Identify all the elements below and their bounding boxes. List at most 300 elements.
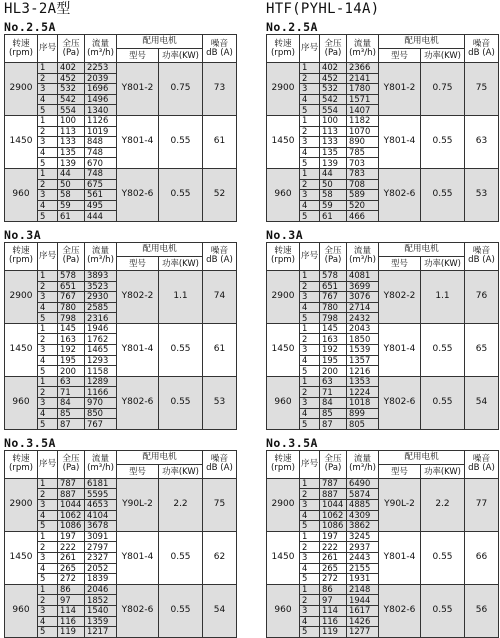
- header-speed-unit: (rpm): [270, 463, 296, 474]
- header-pressure-label: 全压: [324, 454, 342, 465]
- seq-cell: 4: [38, 200, 58, 211]
- seq-cell: 5: [300, 419, 320, 430]
- motor-model-cell: Y802-2: [379, 270, 421, 323]
- pressure-cell: 651: [58, 281, 85, 292]
- motor-power-cell: 0.55: [159, 531, 203, 584]
- header-noise-label: 噪音: [472, 38, 491, 49]
- series-title: HL3-2A型: [4, 1, 71, 17]
- table-row: [267, 584, 499, 595]
- pressure-cell: 85: [58, 408, 85, 419]
- pressure-cell: 542: [58, 94, 85, 105]
- header-row: [5, 242, 237, 256]
- header-model: 型号: [379, 464, 421, 478]
- pressure-cell: 787: [58, 478, 85, 489]
- seq-cell: 4: [300, 302, 320, 313]
- flow-cell: 1216: [347, 366, 379, 377]
- flow-cell: 703: [347, 158, 379, 169]
- table-row: [5, 376, 237, 387]
- header-flow: [347, 242, 379, 270]
- seq-cell: 3: [38, 552, 58, 563]
- motor-power-cell: 0.55: [421, 376, 465, 429]
- header-power: 功率(KW): [159, 49, 203, 63]
- seq-cell: 4: [300, 355, 320, 366]
- flow-cell: 2930: [85, 292, 117, 303]
- pressure-cell: 139: [320, 158, 347, 169]
- flow-cell: 1340: [85, 105, 117, 116]
- header-pressure: [58, 450, 85, 478]
- header-pressure-label: 全压: [324, 246, 342, 257]
- seq-cell: 4: [300, 510, 320, 521]
- seq-cell: 5: [38, 313, 58, 324]
- pressure-cell: 61: [58, 211, 85, 222]
- flow-cell: 1696: [85, 84, 117, 95]
- seq-cell: 4: [38, 94, 58, 105]
- flow-cell: 850: [85, 408, 117, 419]
- pressure-cell: 1086: [320, 521, 347, 532]
- seq-cell: 1: [300, 63, 320, 74]
- table-row: [267, 376, 499, 387]
- motor-power-cell: 1.1: [159, 270, 203, 323]
- noise-cell: 54: [465, 376, 499, 429]
- speed-cell: 960: [5, 584, 38, 637]
- noise-cell: 61: [203, 115, 237, 168]
- flow-cell: 3699: [347, 281, 379, 292]
- header-flow-unit: (m³/h): [349, 255, 376, 266]
- spec-table: [4, 242, 237, 430]
- header-pressure: [58, 242, 85, 270]
- seq-cell: 1: [300, 115, 320, 126]
- seq-cell: 5: [38, 366, 58, 377]
- pressure-cell: 452: [58, 73, 85, 84]
- flow-cell: 1224: [347, 387, 379, 398]
- seq-cell: 5: [300, 158, 320, 169]
- header-speed: [5, 242, 38, 270]
- seq-cell: 1: [300, 584, 320, 595]
- seq-cell: 2: [38, 73, 58, 84]
- flow-cell: 1426: [347, 616, 379, 627]
- seq-cell: 4: [38, 147, 58, 158]
- seq-cell: 1: [300, 168, 320, 179]
- header-flow-label: 流量: [91, 454, 110, 465]
- header-noise-unit: dB (A): [206, 463, 233, 474]
- header-flow: [347, 450, 379, 478]
- header-row: [267, 450, 499, 464]
- motor-model-cell: Y802-2: [117, 270, 159, 323]
- flow-cell: 3678: [85, 521, 117, 532]
- spec-table: [266, 242, 499, 430]
- seq-cell: 4: [38, 408, 58, 419]
- pressure-cell: 139: [58, 158, 85, 169]
- pressure-cell: 192: [58, 345, 85, 356]
- seq-cell: 5: [300, 366, 320, 377]
- seq-cell: 2: [38, 387, 58, 398]
- header-power: 功率(KW): [159, 464, 203, 478]
- pressure-cell: 58: [320, 190, 347, 201]
- pressure-cell: 798: [58, 313, 85, 324]
- table-row: [267, 115, 499, 126]
- pressure-cell: 798: [320, 313, 347, 324]
- flow-cell: 748: [85, 147, 117, 158]
- header-pressure-unit: (Pa): [324, 463, 342, 474]
- pressure-cell: 1044: [58, 500, 85, 511]
- pressure-cell: 787: [320, 478, 347, 489]
- header-speed: [267, 35, 300, 63]
- speed-cell: 2900: [267, 270, 300, 323]
- flow-cell: 2253: [85, 63, 117, 74]
- seq-cell: 3: [38, 398, 58, 409]
- pressure-cell: 97: [320, 595, 347, 606]
- seq-cell: 5: [300, 211, 320, 222]
- seq-cell: 4: [300, 94, 320, 105]
- seq-cell: 1: [300, 531, 320, 542]
- header-seq: [38, 35, 58, 63]
- pressure-cell: 222: [58, 542, 85, 553]
- flow-cell: 4104: [85, 510, 117, 521]
- seq-cell: 4: [300, 147, 320, 158]
- header-noise-label: 噪音: [210, 454, 229, 465]
- table-row: [267, 323, 499, 334]
- flow-cell: 1540: [85, 605, 117, 616]
- speed-cell: 1450: [5, 115, 38, 168]
- header-pressure-unit: (Pa): [324, 47, 342, 58]
- pressure-cell: 261: [320, 552, 347, 563]
- motor-model-cell: Y801-4: [117, 323, 159, 376]
- flow-cell: 3245: [347, 531, 379, 542]
- noise-cell: 74: [203, 270, 237, 323]
- header-motor: [379, 450, 465, 464]
- pressure-cell: 133: [320, 137, 347, 148]
- header-motor-label: 配用电机: [142, 243, 177, 254]
- seq-cell: 2: [300, 73, 320, 84]
- table-row: [267, 168, 499, 179]
- pressure-cell: 71: [58, 387, 85, 398]
- motor-model-cell: Y801-2: [117, 63, 159, 116]
- header-speed-label: 转速: [12, 246, 30, 257]
- header-noise: [465, 35, 499, 63]
- header-power: 功率(KW): [421, 256, 465, 270]
- header-noise-label: 噪音: [210, 38, 229, 49]
- flow-cell: 1407: [347, 105, 379, 116]
- motor-power-cell: 0.55: [421, 584, 465, 637]
- flow-cell: 444: [85, 211, 117, 222]
- speed-cell: 960: [5, 168, 38, 221]
- motor-model-cell: Y802-6: [117, 376, 159, 429]
- header-flow-unit: (m³/h): [87, 47, 114, 58]
- flow-cell: 1217: [85, 627, 117, 638]
- pressure-cell: 272: [320, 574, 347, 585]
- flow-cell: 6181: [85, 478, 117, 489]
- table-row: [267, 531, 499, 542]
- seq-cell: 5: [38, 419, 58, 430]
- flow-cell: 2443: [347, 552, 379, 563]
- flow-cell: 1158: [85, 366, 117, 377]
- pressure-cell: 145: [58, 323, 85, 334]
- header-power: 功率(KW): [421, 464, 465, 478]
- seq-cell: 3: [38, 292, 58, 303]
- seq-cell: 2: [38, 595, 58, 606]
- noise-cell: 75: [465, 63, 499, 116]
- pressure-cell: 578: [320, 270, 347, 281]
- header-speed: [5, 35, 38, 63]
- flow-cell: 3893: [85, 270, 117, 281]
- flow-cell: 1617: [347, 605, 379, 616]
- pressure-cell: 63: [58, 376, 85, 387]
- header-speed-label: 转速: [12, 454, 30, 465]
- noise-cell: 77: [465, 478, 499, 531]
- flow-cell: 708: [347, 179, 379, 190]
- spec-table: [266, 450, 499, 638]
- header-seq-label: 序号: [301, 250, 319, 261]
- noise-cell: 62: [203, 531, 237, 584]
- header-motor-label: 配用电机: [142, 451, 177, 462]
- noise-cell: 66: [465, 531, 499, 584]
- pressure-cell: 50: [320, 179, 347, 190]
- pressure-cell: 44: [58, 168, 85, 179]
- flow-cell: 1571: [347, 94, 379, 105]
- seq-cell: 4: [300, 563, 320, 574]
- flow-cell: 4309: [347, 510, 379, 521]
- header-noise-unit: dB (A): [206, 47, 233, 58]
- flow-cell: 3862: [347, 521, 379, 532]
- pressure-cell: 84: [58, 398, 85, 409]
- seq-cell: 2: [38, 489, 58, 500]
- flow-cell: 466: [347, 211, 379, 222]
- flow-cell: 1293: [85, 355, 117, 366]
- header-motor-label: 配用电机: [142, 36, 177, 46]
- header-model: 型号: [117, 464, 159, 478]
- header-noise: [465, 450, 499, 478]
- motor-model-cell: Y801-4: [379, 531, 421, 584]
- seq-cell: 3: [38, 500, 58, 511]
- flow-cell: 2052: [85, 563, 117, 574]
- noise-cell: 53: [203, 376, 237, 429]
- seq-cell: 3: [300, 398, 320, 409]
- header-noise-label: 噪音: [210, 246, 229, 257]
- seq-cell: 1: [38, 584, 58, 595]
- pressure-cell: 116: [320, 616, 347, 627]
- pressure-cell: 222: [320, 542, 347, 553]
- flow-cell: 1166: [85, 387, 117, 398]
- motor-power-cell: 0.55: [421, 168, 465, 221]
- flow-cell: 1126: [85, 115, 117, 126]
- seq-cell: 2: [38, 542, 58, 553]
- seq-cell: 1: [38, 63, 58, 74]
- motor-model-cell: Y801-4: [117, 115, 159, 168]
- motor-power-cell: 0.55: [159, 323, 203, 376]
- header-speed-label: 转速: [274, 454, 292, 465]
- motor-model-cell: Y802-6: [379, 376, 421, 429]
- motor-power-cell: 0.55: [421, 323, 465, 376]
- header-pressure: [58, 35, 85, 63]
- pressure-cell: 86: [58, 584, 85, 595]
- seq-cell: 3: [38, 84, 58, 95]
- header-noise-unit: dB (A): [468, 47, 495, 58]
- model-size-title: No.3.5A: [4, 435, 56, 450]
- seq-cell: 2: [300, 334, 320, 345]
- header-seq-label: 序号: [301, 43, 319, 53]
- flow-cell: 767: [85, 419, 117, 430]
- header-motor-label: 配用电机: [404, 36, 439, 46]
- header-noise-unit: dB (A): [206, 255, 233, 266]
- model-size-title: No.2.5A: [4, 20, 56, 34]
- header-noise: [203, 35, 237, 63]
- header-pressure: [320, 242, 347, 270]
- seq-cell: 4: [38, 302, 58, 313]
- seq-cell: 3: [300, 190, 320, 201]
- header-noise-label: 噪音: [472, 246, 491, 257]
- speed-cell: 2900: [5, 478, 38, 531]
- flow-cell: 675: [85, 179, 117, 190]
- pressure-cell: 265: [320, 563, 347, 574]
- header-speed-label: 转速: [274, 246, 292, 257]
- pressure-cell: 87: [320, 419, 347, 430]
- seq-cell: 1: [38, 323, 58, 334]
- motor-power-cell: 0.55: [421, 115, 465, 168]
- flow-cell: 785: [347, 147, 379, 158]
- header-flow-unit: (m³/h): [87, 255, 114, 266]
- flow-cell: 3076: [347, 292, 379, 303]
- header-speed: [267, 450, 300, 478]
- table-row: [267, 63, 499, 74]
- pressure-cell: 61: [320, 211, 347, 222]
- header-seq-label: 序号: [39, 458, 57, 469]
- noise-cell: 73: [203, 63, 237, 116]
- flow-cell: 670: [85, 158, 117, 169]
- seq-cell: 3: [300, 137, 320, 148]
- pressure-cell: 532: [58, 84, 85, 95]
- pressure-cell: 197: [58, 531, 85, 542]
- pressure-cell: 114: [320, 605, 347, 616]
- flow-cell: 2585: [85, 302, 117, 313]
- motor-power-cell: 0.75: [159, 63, 203, 116]
- header-flow-label: 流量: [353, 38, 372, 49]
- flow-cell: 1852: [85, 595, 117, 606]
- motor-power-cell: 1.1: [421, 270, 465, 323]
- seq-cell: 5: [300, 627, 320, 638]
- seq-cell: 4: [38, 563, 58, 574]
- flow-cell: 3091: [85, 531, 117, 542]
- motor-model-cell: Y802-6: [117, 584, 159, 637]
- header-seq-label: 序号: [39, 250, 57, 261]
- seq-cell: 1: [38, 168, 58, 179]
- header-speed-unit: (rpm): [8, 463, 34, 474]
- flow-cell: 2316: [85, 313, 117, 324]
- seq-cell: 5: [300, 105, 320, 116]
- pressure-cell: 114: [58, 605, 85, 616]
- header-model: 型号: [117, 256, 159, 270]
- table-row: [267, 478, 499, 489]
- flow-cell: 1944: [347, 595, 379, 606]
- header-speed: [5, 450, 38, 478]
- header-pressure-label: 全压: [324, 38, 342, 49]
- header-pressure-unit: (Pa): [62, 463, 80, 474]
- speed-cell: 960: [5, 376, 38, 429]
- pressure-cell: 1062: [58, 510, 85, 521]
- pressure-cell: 135: [320, 147, 347, 158]
- flow-cell: 2714: [347, 302, 379, 313]
- motor-power-cell: 0.55: [159, 376, 203, 429]
- table-row: [5, 584, 237, 595]
- seq-cell: 3: [300, 292, 320, 303]
- pressure-cell: 767: [320, 292, 347, 303]
- seq-cell: 5: [38, 574, 58, 585]
- header-speed-unit: (rpm): [8, 47, 34, 58]
- seq-cell: 3: [300, 84, 320, 95]
- pressure-cell: 767: [58, 292, 85, 303]
- motor-model-cell: Y90L-2: [117, 478, 159, 531]
- pressure-cell: 195: [320, 355, 347, 366]
- header-pressure-unit: (Pa): [62, 47, 80, 58]
- pressure-cell: 402: [320, 63, 347, 74]
- header-pressure-label: 全压: [62, 246, 80, 257]
- pressure-cell: 135: [58, 147, 85, 158]
- header-pressure-label: 全压: [62, 38, 80, 49]
- pressure-cell: 163: [58, 334, 85, 345]
- pressure-cell: 145: [320, 323, 347, 334]
- header-flow-label: 流量: [353, 454, 372, 465]
- header-power: 功率(KW): [421, 49, 465, 63]
- seq-cell: 5: [38, 105, 58, 116]
- speed-cell: 1450: [267, 323, 300, 376]
- seq-cell: 2: [300, 281, 320, 292]
- header-noise: [203, 242, 237, 270]
- model-size-title: No.3A: [4, 227, 42, 242]
- seq-cell: 1: [300, 478, 320, 489]
- flow-cell: 1359: [85, 616, 117, 627]
- header-motor: [117, 35, 203, 49]
- pressure-cell: 100: [320, 115, 347, 126]
- header-row: [267, 35, 499, 49]
- noise-cell: 53: [465, 168, 499, 221]
- header-flow: [85, 35, 117, 63]
- noise-cell: 65: [465, 323, 499, 376]
- flow-cell: 783: [347, 168, 379, 179]
- header-motor-label: 配用电机: [404, 243, 439, 254]
- noise-cell: 75: [203, 478, 237, 531]
- flow-cell: 1018: [347, 398, 379, 409]
- seq-cell: 1: [38, 376, 58, 387]
- header-noise: [465, 242, 499, 270]
- motor-model-cell: Y801-4: [117, 531, 159, 584]
- header-motor: [117, 450, 203, 464]
- seq-cell: 2: [38, 179, 58, 190]
- column-hl3-2a: [4, 0, 236, 638]
- spec-table: [4, 450, 237, 638]
- flow-cell: 1277: [347, 627, 379, 638]
- seq-cell: 2: [300, 542, 320, 553]
- flow-cell: 890: [347, 137, 379, 148]
- pressure-cell: 84: [320, 398, 347, 409]
- header-flow-unit: (m³/h): [349, 463, 376, 474]
- pressure-cell: 113: [320, 126, 347, 137]
- flow-cell: 495: [85, 200, 117, 211]
- motor-power-cell: 0.75: [421, 63, 465, 116]
- pressure-cell: 200: [320, 366, 347, 377]
- pressure-cell: 887: [320, 489, 347, 500]
- pressure-cell: 651: [320, 281, 347, 292]
- header-speed-label: 转速: [274, 38, 292, 49]
- flow-cell: 3523: [85, 281, 117, 292]
- speed-cell: 1450: [5, 323, 38, 376]
- header-pressure-unit: (Pa): [62, 255, 80, 266]
- seq-cell: 3: [38, 345, 58, 356]
- header-seq-label: 序号: [301, 458, 319, 469]
- speed-cell: 1450: [267, 115, 300, 168]
- table-row: [5, 478, 237, 489]
- flow-cell: 1780: [347, 84, 379, 95]
- seq-cell: 1: [38, 270, 58, 281]
- seq-cell: 2: [300, 179, 320, 190]
